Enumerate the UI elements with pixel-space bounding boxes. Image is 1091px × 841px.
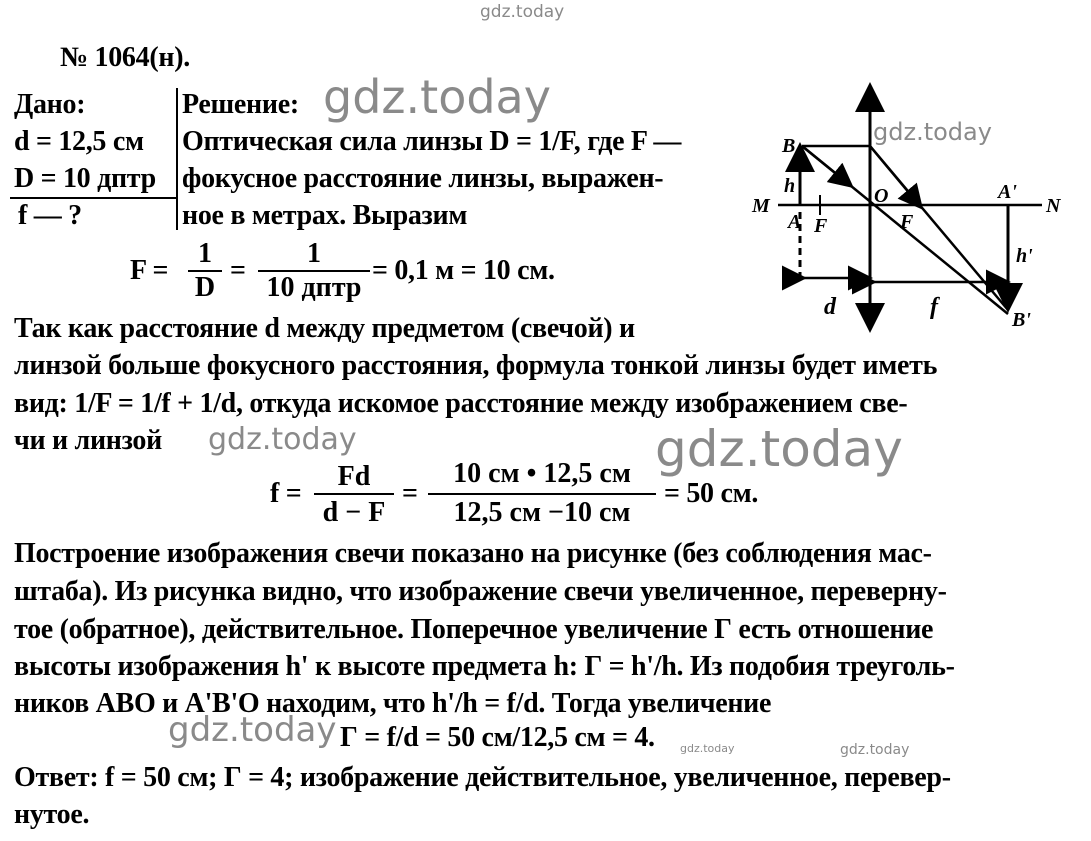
- paragraph2-line3: тое (обратное), действительное. Поперечное увеличение Г есть отношение: [14, 614, 934, 645]
- paragraph2-line2: штаба). Из рисунка видно, что изображение свечи увеличенное, переверну-: [14, 576, 947, 607]
- label-O: O: [874, 185, 889, 207]
- formula2-lhs: f =: [270, 478, 302, 509]
- paragraph2-line1: Построение изображения свечи показано на рисунке (без соблюдения мас-: [14, 538, 932, 569]
- paragraph1-line4: чи и линзой: [14, 425, 162, 456]
- answer-line1: Ответ: f = 50 см; Г = 4; изображение действительное, увеличенное, перевер-: [14, 762, 951, 793]
- formula1-rhs: = 0,1 м = 10 см.: [372, 255, 555, 286]
- formula2-bar1: [314, 493, 394, 495]
- formula2-rhs: = 50 см.: [664, 478, 759, 509]
- paragraph2-line5: ников ABO и A'B'O находим, что h'/h = f/d. Тогда увеличение: [14, 688, 772, 719]
- label-A: A: [788, 211, 802, 233]
- given-label: Дано:: [14, 89, 86, 120]
- formula1-eq: =: [230, 255, 246, 286]
- watermark-bottom-left: gdz.today: [168, 710, 337, 750]
- watermark-top: gdz.today: [480, 2, 565, 22]
- ray-central-arrow: [802, 146, 850, 185]
- magnification-formula: Г = f/d = 50 см/12,5 см = 4.: [340, 722, 655, 753]
- paragraph1-line1: Так как расстояние d между предметом (свечой) и: [14, 313, 635, 344]
- formula2-num1: Fd: [337, 461, 371, 492]
- find-value: f — ?: [18, 200, 82, 231]
- watermark-left-mid: gdz.today: [208, 422, 357, 457]
- label-F-left: F: [814, 215, 828, 237]
- formula1-den1: D: [194, 272, 216, 303]
- label-B: B: [782, 135, 796, 157]
- watermark-bottom-small-1: gdz.today: [680, 742, 735, 755]
- formula2-eq: =: [402, 478, 418, 509]
- formula2-bar2: [428, 493, 656, 495]
- given-divider: [10, 197, 178, 199]
- lens-ray-diagram: [750, 82, 1070, 342]
- watermark-solution: gdz.today: [323, 70, 551, 124]
- paragraph2-line4: высоты изображения h' к высоте предмета h: Г = h'/h. Из подобия треуголь-: [14, 651, 955, 682]
- label-h: h: [784, 175, 796, 197]
- label-f: f: [930, 294, 938, 320]
- solution-line-1: Оптическая сила линзы D = 1/F, где F —: [182, 126, 682, 157]
- formula1-num1: 1: [198, 238, 212, 269]
- watermark-figure: gdz.today: [873, 118, 992, 146]
- label-d: d: [824, 294, 836, 320]
- label-B-prime: B': [1012, 309, 1031, 331]
- label-M: M: [752, 195, 770, 217]
- formula1-num2: 1: [307, 238, 321, 269]
- watermark-right-mid: gdz.today: [655, 420, 903, 478]
- formula1-den2: 10 дптр: [266, 272, 362, 303]
- given-solution-separator: [176, 88, 178, 230]
- label-A-prime: A': [998, 181, 1017, 203]
- formula2-den2: 12,5 см −10 см: [453, 497, 631, 528]
- given-d: d = 12,5 см: [14, 126, 144, 157]
- watermark-bottom-small-2: gdz.today: [840, 742, 910, 758]
- problem-number: № 1064(н).: [60, 42, 190, 73]
- answer-line2: нутое.: [14, 799, 90, 830]
- formula1-lhs: F =: [130, 255, 169, 286]
- paragraph1-line3: вид: 1/F = 1/f + 1/d, откуда искомое расстояние между изображением све-: [14, 388, 908, 419]
- solution-line-3: ное в метрах. Выразим: [182, 200, 468, 231]
- given-D: D = 10 дптр: [14, 163, 156, 194]
- formula2-num2: 10 см • 12,5 см: [453, 458, 631, 489]
- label-N: N: [1046, 195, 1061, 217]
- solution-label: Решение:: [182, 89, 299, 120]
- paragraph1-line2: линзой больше фокусного расстояния, формула тонкой линзы будет иметь: [14, 350, 938, 381]
- solution-line-2: фокусное расстояние линзы, выражен-: [182, 163, 664, 194]
- label-h-prime: h': [1016, 245, 1033, 267]
- label-F-right: F: [900, 211, 914, 233]
- formula2-den1: d − F: [322, 497, 386, 528]
